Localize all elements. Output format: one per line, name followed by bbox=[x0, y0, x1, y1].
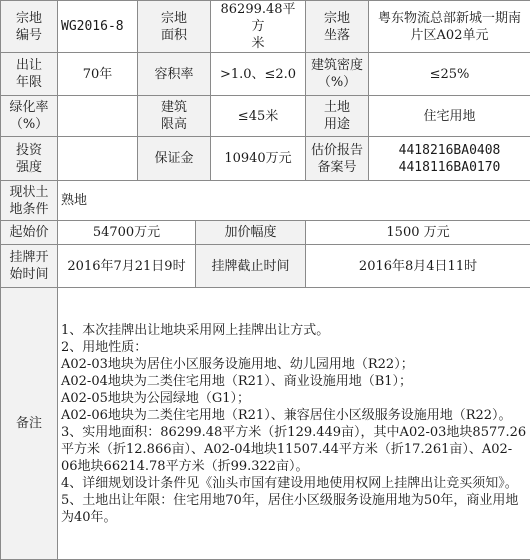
listing-end-value: 2016年8月4日11时 bbox=[306, 245, 530, 288]
building-density-value: ≤25% bbox=[369, 53, 530, 96]
row-parcel-code bbox=[1, 1, 530, 53]
notes-line: 2、用地性质： bbox=[61, 339, 527, 356]
parcel-location-value: 粤东物流总部新城一期南 片区A02单元 bbox=[369, 1, 530, 53]
row-investment bbox=[1, 137, 530, 181]
parcel-area-value: 86299.48平方 米 bbox=[211, 1, 306, 53]
row-land-status bbox=[1, 181, 530, 221]
appraisal-record-label: 估价报告 备案号 bbox=[306, 137, 369, 181]
listing-start-label: 挂牌开 始时间 bbox=[1, 245, 58, 288]
notes-line: 3、实用地面积：86299.48平方米（折129.449亩），其中A02-03地块8577.26平方米（折12.866亩）、A02-04地块11507.44平方米（折17.261亩）、A02-06地块66214.78平方米（折99.322亩）。 bbox=[61, 424, 527, 475]
notes-content bbox=[58, 288, 530, 560]
parcel-area-label: 宗地 面积 bbox=[138, 1, 211, 53]
land-status-label: 现状土 地条件 bbox=[1, 181, 58, 221]
land-status-value: 熟地 bbox=[58, 181, 530, 221]
parcel-code-value: WG2016-8 bbox=[58, 1, 138, 53]
row-notes bbox=[1, 288, 530, 560]
notes-line: A02-06地块为二类住宅用地（R21）、兼容居住小区级服务设施用地（R22）。 bbox=[61, 407, 527, 424]
building-density-label: 建筑密度 （%） bbox=[306, 53, 369, 96]
investment-intensity-label: 投资 强度 bbox=[1, 137, 58, 181]
parcel-location-label: 宗地 坐落 bbox=[306, 1, 369, 53]
notes-line: A02-04地块为二类住宅用地（R21）、商业设施用地（B1）； bbox=[61, 373, 527, 390]
notes-line: 5、土地出让年限：住宅用地70年，居住小区级服务设施用地为50年，商业用地为40年。 bbox=[61, 492, 527, 526]
height-limit-value: ≤45米 bbox=[211, 96, 306, 137]
notes-line: 1、本次挂牌出让地块采用网上挂牌出让方式。 bbox=[61, 322, 527, 339]
row-green-rate bbox=[1, 96, 530, 137]
green-rate-value bbox=[58, 96, 138, 137]
term-label: 出让 年限 bbox=[1, 53, 58, 96]
start-price-value: 54700万元 bbox=[58, 221, 196, 245]
deposit-value: 10940万元 bbox=[211, 137, 306, 181]
listing-end-label: 挂牌截止时间 bbox=[196, 245, 306, 288]
row-term bbox=[1, 53, 530, 96]
notes-label: 备注 bbox=[1, 288, 58, 560]
height-limit-label: 建筑 限高 bbox=[138, 96, 211, 137]
row-start-price bbox=[1, 221, 530, 245]
notes-line: 4、详细规划设计条件见《汕头市国有建设用地使用权网上挂牌出让竞买须知》。 bbox=[61, 475, 527, 492]
green-rate-label: 绿化率 （%） bbox=[1, 96, 58, 137]
deposit-label: 保证金 bbox=[138, 137, 211, 181]
plot-ratio-value: >1.0、≤2.0 bbox=[211, 53, 306, 96]
parcel-code-label: 宗地 编号 bbox=[1, 1, 58, 53]
listing-start-value: 2016年7月21日9时 bbox=[58, 245, 196, 288]
plot-ratio-label: 容积率 bbox=[138, 53, 211, 96]
start-price-label: 起始价 bbox=[1, 221, 58, 245]
land-use-label: 土地 用途 bbox=[306, 96, 369, 137]
notes-line: A02-03地块为居住小区服务设施用地、幼儿园用地（R22）； bbox=[61, 356, 527, 373]
investment-intensity-value bbox=[58, 137, 138, 181]
row-listing-time bbox=[1, 245, 530, 288]
term-value: 70年 bbox=[58, 53, 138, 96]
price-increment-label: 加价幅度 bbox=[196, 221, 306, 245]
price-increment-value: 1500 万元 bbox=[306, 221, 530, 245]
notes-line: A02-05地块为公园绿地（G1）； bbox=[61, 390, 527, 407]
appraisal-record-value: 4418216BA0408 4418116BA0170 bbox=[369, 137, 530, 181]
land-use-value: 住宅用地 bbox=[369, 96, 530, 137]
